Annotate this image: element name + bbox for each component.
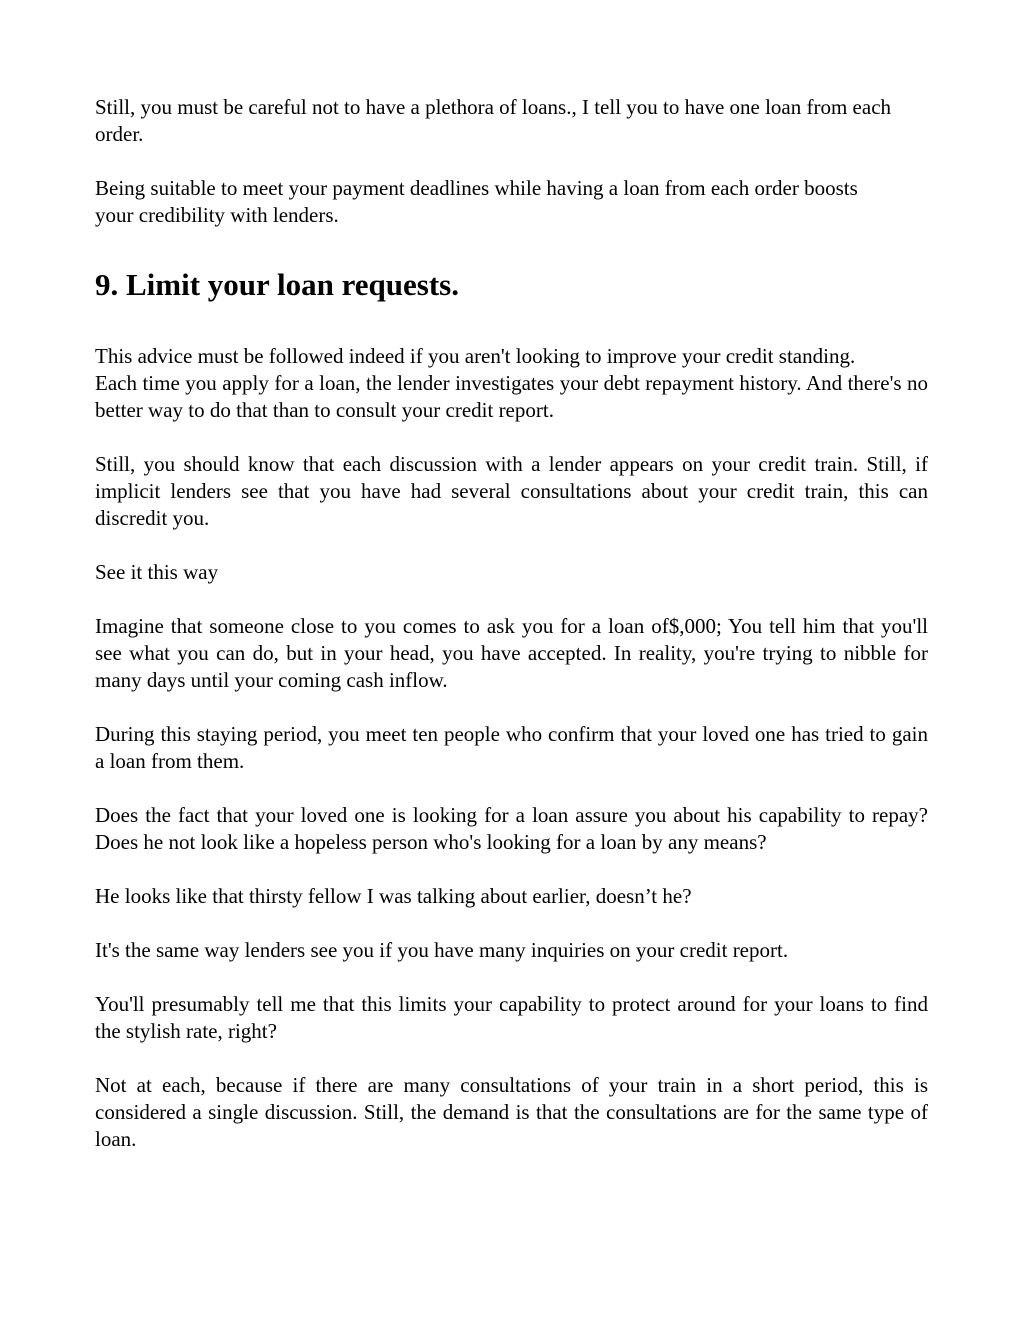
paragraph-thirsty-fellow: He looks like that thirsty fellow I was talking about earlier, doesn’t he? (95, 884, 692, 908)
paragraph-capability: Does the fact that your loved one is looking for a loan assure you about his capability to repay? Does he not look like a hopeless person who's looking for a loan by any means? (95, 803, 928, 854)
document-page (95, 94, 928, 1153)
intro-paragraph-2: Being suitable to meet your payment deadlines while having a loan from each order boosts your credibility with lenders. (95, 176, 858, 227)
intro-paragraph-1: Still, you must be careful not to have a plethora of loans., I tell you to have one loan from each order. (95, 95, 892, 146)
paragraph-single-inquiry: Not at each, because if there are many consultations of your train in a short period, this is considered a single discussion. Still, the demand is that the consultations are for the same type of loan. (95, 1073, 928, 1151)
paragraph-apply: Each time you apply for a loan, the lender investigates your debt repayment history. And there's no better way to do that than to consult your credit report. (95, 371, 928, 422)
paragraph-imagine: Imagine that someone close to you comes to ask you for a loan of$,000; You tell him that you'll see what you can do, but in your head, you have accepted. In reality, you're trying to nibble for many days until your coming cash inflow. (95, 614, 928, 692)
paragraph-see-it: See it this way (95, 560, 219, 584)
paragraph-discussion: Still, you should know that each discussion with a lender appears on your credit train. Still, if implicit lenders see that you have had several consultations about your credit train, this can discredit you. (95, 452, 928, 530)
paragraph-waiting-period: During this staying period, you meet ten people who confirm that your loved one has tried to gain a loan from them. (95, 722, 928, 773)
paragraph-advice: This advice must be followed indeed if you aren't looking to improve your credit standing. (95, 344, 856, 368)
section-heading: 9. Limit your loan requests. (95, 267, 459, 302)
paragraph-shop-around: You'll presumably tell me that this limits your capability to protect around for your loans to find the stylish rate, right? (95, 992, 928, 1043)
paragraph-lenders-see: It's the same way lenders see you if you have many inquiries on your credit report. (95, 938, 789, 962)
